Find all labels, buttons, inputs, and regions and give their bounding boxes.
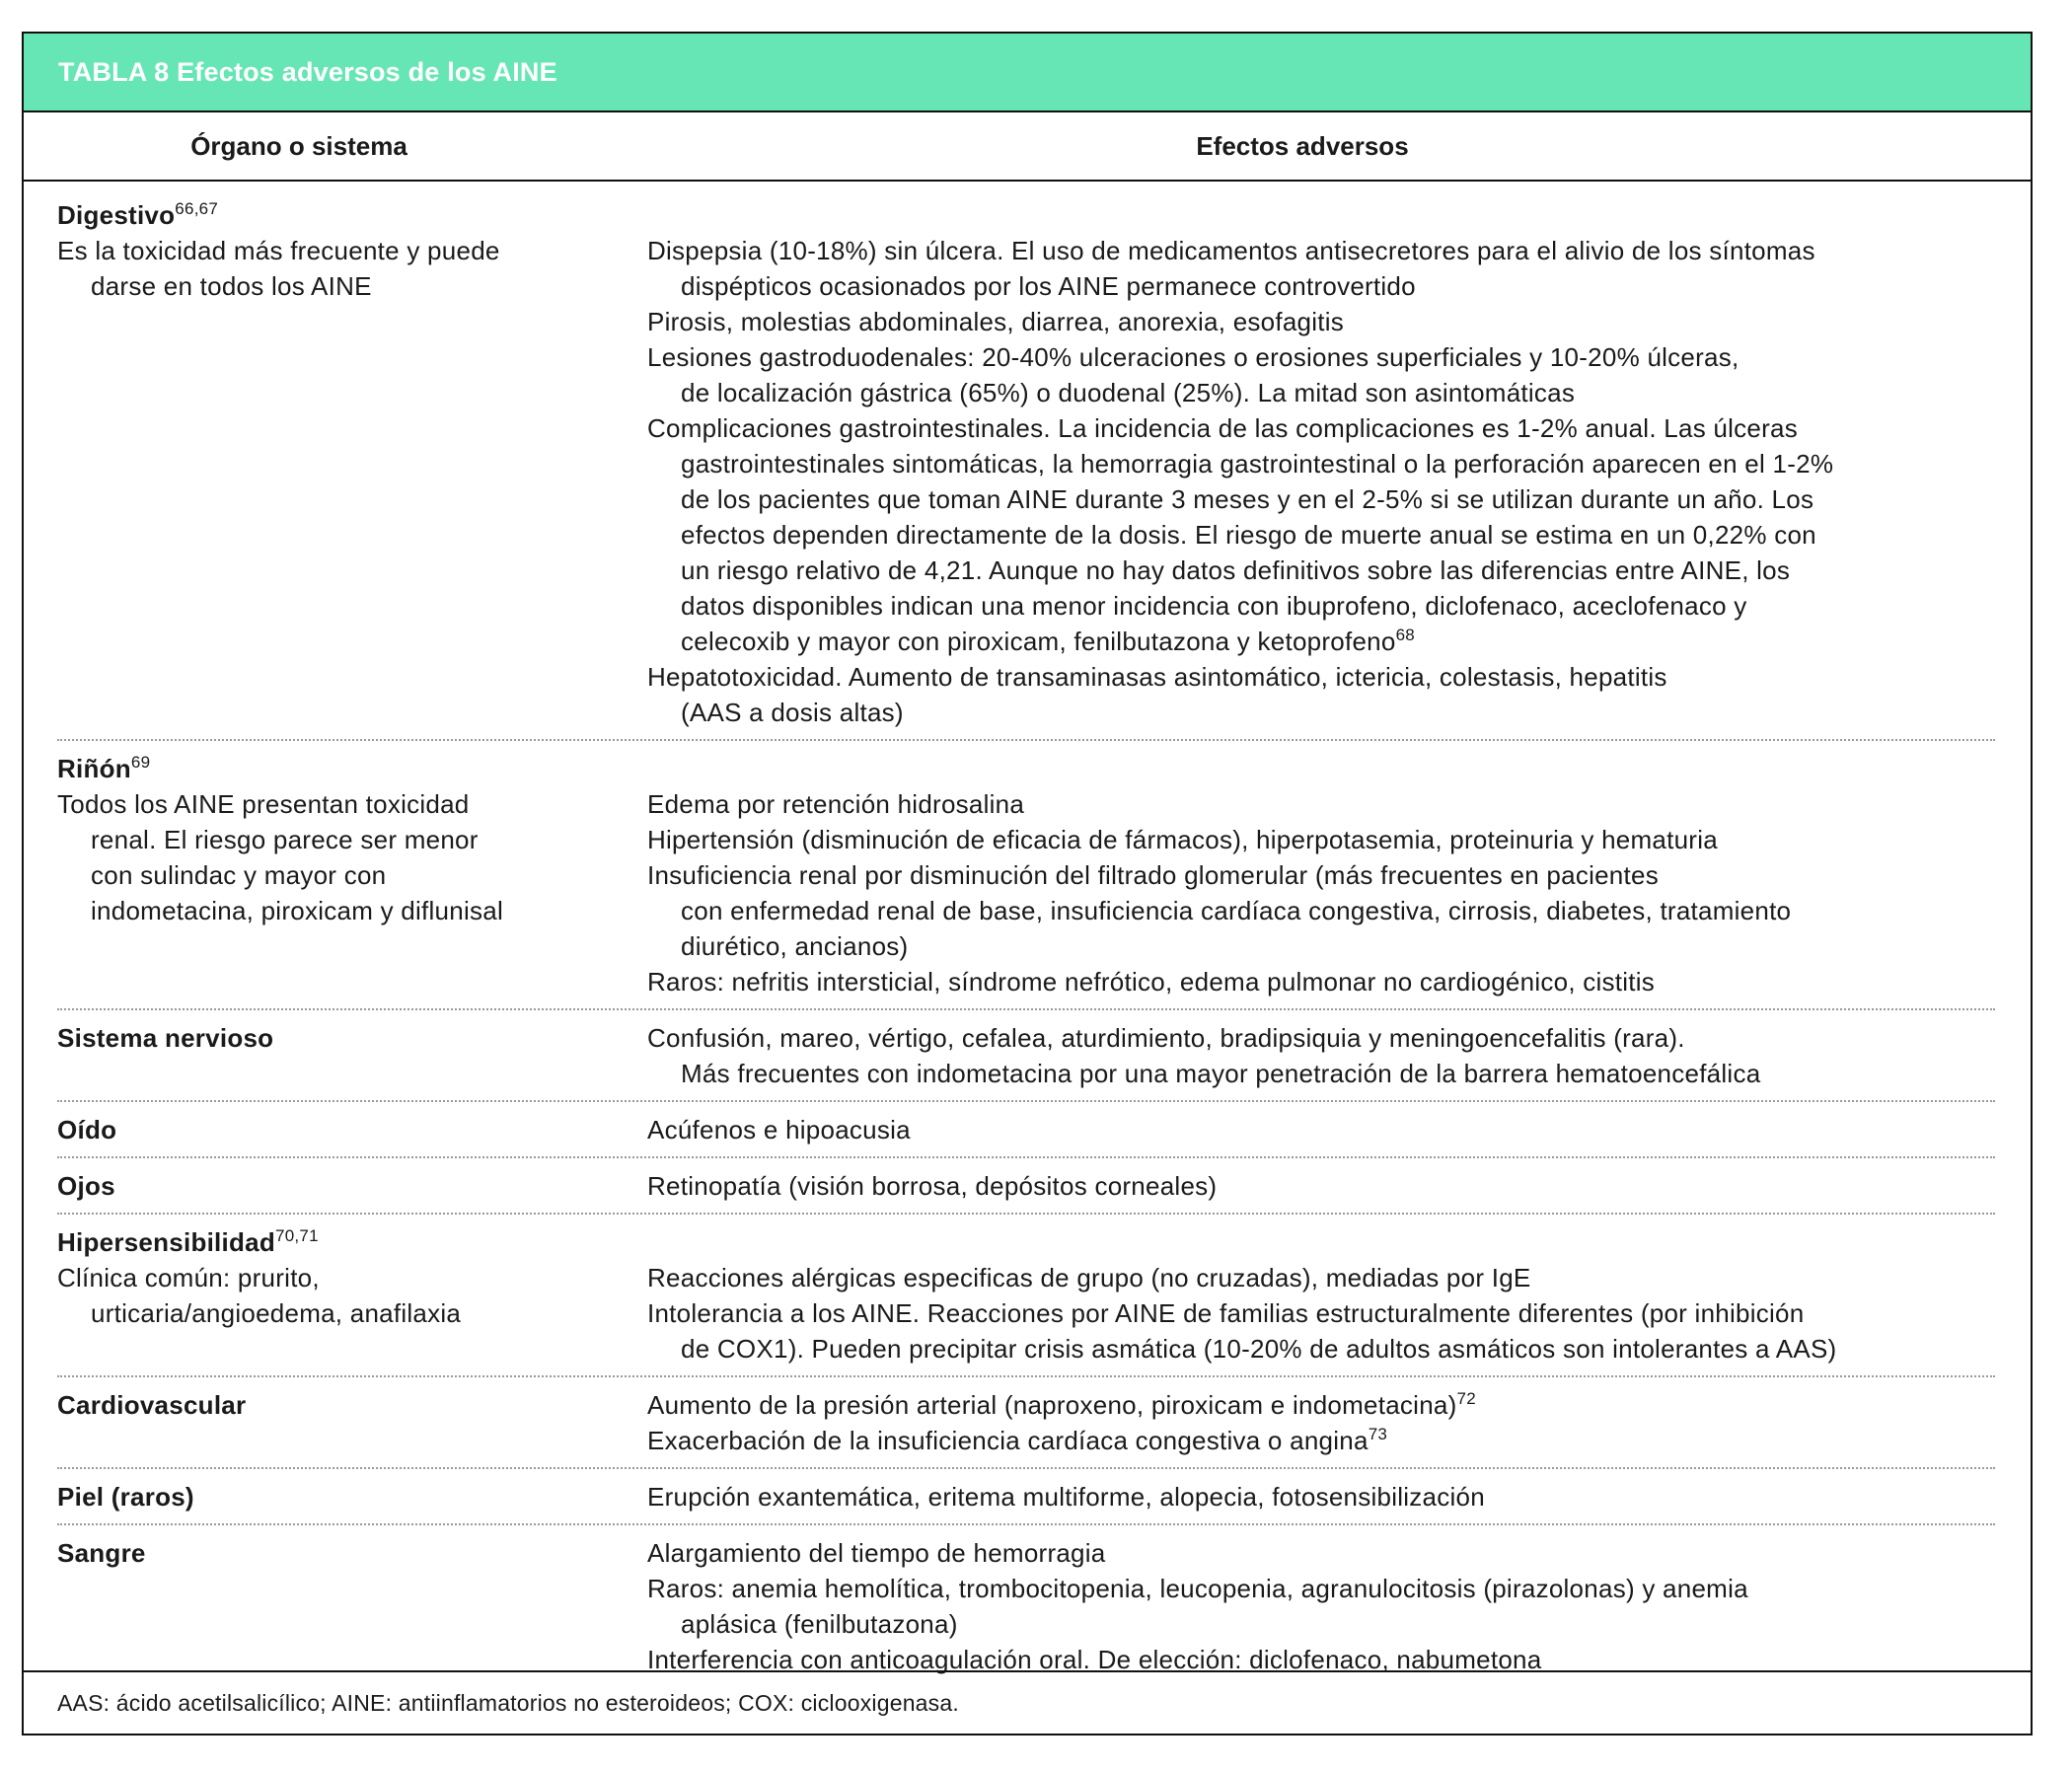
organ-name: Riñón <box>57 754 131 783</box>
effect-item <box>647 659 1995 730</box>
effect-text: Pirosis, molestias abdominales, diarrea, anorexia, esofagitis <box>647 307 1345 336</box>
effect-text: Confusión, mareo, vértigo, cefalea, aturdimiento, bradipsiquia y meningoencefalitis (rara). <box>647 1023 1685 1053</box>
effect-line <box>647 928 1995 964</box>
organ-label <box>57 1168 647 1204</box>
effect-line <box>647 1295 1995 1331</box>
effect-line <box>647 1479 1995 1514</box>
effect-line <box>647 1168 1995 1204</box>
organ-label <box>57 751 647 786</box>
effect-line <box>647 304 1995 339</box>
effect-text: Lesiones gastroduodenales: 20-40% ulceraciones o erosiones superficiales y 10-20% úlceras, <box>647 342 1739 372</box>
effects-cell <box>647 1168 1995 1204</box>
effect-text: Hipertensión (disminución de eficacia de fármacos), hiperpotasemia, proteinuria y hematuria <box>647 825 1718 854</box>
organ-note-line: Clínica común: prurito, <box>57 1263 320 1292</box>
effect-item <box>647 1535 1995 1571</box>
table-row <box>57 1469 1995 1525</box>
effect-text: Reacciones alérgicas especificas de grupo (no cruzadas), mediadas por IgE <box>647 1263 1531 1292</box>
effect-line <box>647 1387 1995 1423</box>
effect-text: aplásica (fenilbutazona) <box>681 1609 958 1639</box>
effect-item <box>647 1479 1995 1514</box>
organ-label <box>57 1112 647 1147</box>
organ-note-line: Todos los AINE presentan toxicidad <box>57 789 470 819</box>
organ-name: Piel (raros) <box>57 1482 194 1512</box>
table-footnote: AAS: ácido acetilsalicílico; AINE: antiinflamatorios no esteroideos; COX: ciclooxigenasa. <box>24 1670 2031 1734</box>
effect-line <box>647 481 1995 517</box>
reference-superscript: 66,67 <box>175 199 219 218</box>
table-title-bar <box>24 34 2031 112</box>
table-row <box>57 1215 1995 1377</box>
effect-line <box>647 1112 1995 1147</box>
effect-line <box>647 588 1995 624</box>
effect-text: Alargamiento del tiempo de hemorragia <box>647 1538 1106 1568</box>
organ-cell <box>57 1112 647 1147</box>
effects-cell <box>647 1535 1995 1677</box>
effect-text: efectos dependen directamente de la dosis. El riesgo de muerte anual se estima en un 0,22% con <box>681 520 1816 550</box>
column-header-effects: Efectos adversos <box>1196 130 1409 161</box>
effect-text: Retinopatía (visión borrosa, depósitos corneales) <box>647 1171 1218 1201</box>
effects-spacer <box>647 751 1995 786</box>
effect-line <box>647 233 1995 268</box>
organ-note-line: urticaria/angioedema, anafilaxia <box>91 1298 462 1328</box>
effect-line <box>647 375 1995 410</box>
reference-superscript: 73 <box>1368 1425 1388 1443</box>
effects-cell <box>647 197 1995 730</box>
effect-line <box>647 1423 1995 1458</box>
effect-item <box>647 1112 1995 1147</box>
effect-text: Intolerancia a los AINE. Reacciones por AINE de familias estructuralmente diferentes (por inhibición <box>647 1298 1805 1328</box>
effect-item <box>647 1423 1995 1458</box>
table-title: TABLA 8 Efectos adversos de los AINE <box>58 56 557 87</box>
organ-cell <box>57 1387 647 1458</box>
effect-text: Interferencia con anticoagulación oral. De elección: diclofenaco, nabumetona <box>647 1645 1542 1674</box>
effects-cell <box>647 1224 1995 1366</box>
organ-cell <box>57 1535 647 1677</box>
effect-text: Hepatotoxicidad. Aumento de transaminasas asintomático, ictericia, colestasis, hepatitis <box>647 662 1667 692</box>
organ-note-line: renal. El riesgo parece ser menor <box>91 825 479 854</box>
organ-name: Sangre <box>57 1538 146 1568</box>
effects-spacer <box>647 1224 1995 1260</box>
effect-text: celecoxib y mayor con piroxicam, fenilbutazona y ketoprofeno <box>681 627 1396 656</box>
effect-text: Acúfenos e hipoacusia <box>647 1115 911 1144</box>
effect-text: Erupción exantemática, eritema multiforme, alopecia, fotosensibilización <box>647 1482 1485 1512</box>
effects-cell <box>647 1020 1995 1091</box>
effect-item <box>647 339 1995 410</box>
organ-name: Cardiovascular <box>57 1390 247 1420</box>
effect-item <box>647 1295 1995 1366</box>
table-row <box>57 1525 1995 1685</box>
organ-note-line: darse en todos los AINE <box>91 271 372 301</box>
effect-text: dispépticos ocasionados por los AINE permanece controvertido <box>681 271 1416 301</box>
table-row <box>57 1158 1995 1215</box>
table-row <box>57 1010 1995 1102</box>
effect-item <box>647 786 1995 822</box>
reference-superscript: 68 <box>1395 626 1416 644</box>
organ-name: Ojos <box>57 1171 115 1201</box>
organ-note-line: con sulindac y mayor con <box>91 860 387 890</box>
effect-line <box>647 410 1995 446</box>
effect-line <box>647 446 1995 481</box>
effect-text: (AAS a dosis altas) <box>681 698 904 727</box>
effect-item <box>647 857 1995 964</box>
organ-note-line: indometacina, piroxicam y diflunisal <box>91 896 503 925</box>
table-row <box>57 182 1995 741</box>
organ-cell <box>57 1020 647 1091</box>
table-row <box>57 1377 1995 1469</box>
column-header-row <box>24 112 2031 182</box>
effect-line <box>647 268 1995 304</box>
effect-text: Complicaciones gastrointestinales. La incidencia de las complicaciones es 1-2% anual. Las úlceras <box>647 413 1798 443</box>
effect-line <box>647 695 1995 730</box>
effects-cell <box>647 1387 1995 1458</box>
reference-superscript: 70,71 <box>274 1226 319 1245</box>
organ-label <box>57 1535 647 1571</box>
effect-text: Dispepsia (10-18%) sin úlcera. El uso de medicamentos antisecretores para el alivio de los síntomas <box>647 236 1815 265</box>
organ-label <box>57 197 647 233</box>
effect-text: de localización gástrica (65%) o duodenal (25%). La mitad son asintomáticas <box>681 378 1576 407</box>
effect-item <box>647 233 1995 304</box>
effect-line <box>647 1260 1995 1295</box>
effect-text: Más frecuentes con indometacina por una mayor penetración de la barrera hematoencefálica <box>681 1059 1761 1088</box>
organ-cell <box>57 1224 647 1366</box>
effect-text: un riesgo relativo de 4,21. Aunque no hay datos definitivos sobre las diferencias entre AINE, los <box>681 555 1791 585</box>
effect-text: Aumento de la presión arterial (naproxeno, piroxicam e indometacina) <box>647 1390 1457 1420</box>
organ-cell <box>57 197 647 730</box>
effect-text: datos disponibles indican una menor incidencia con ibuprofeno, diclofenaco, aceclofenaco y <box>681 591 1747 621</box>
column-header-organ: Órgano o sistema <box>190 130 407 161</box>
effect-line <box>647 786 1995 822</box>
effect-item <box>647 410 1995 659</box>
organ-name: Hipersensibilidad <box>57 1227 275 1257</box>
organ-name: Digestivo <box>57 200 176 230</box>
effect-line <box>647 893 1995 928</box>
effect-line <box>647 964 1995 999</box>
reference-superscript: 72 <box>1456 1389 1476 1408</box>
effect-text: Raros: nefritis intersticial, síndrome nefrótico, edema pulmonar no cardiogénico, cistitis <box>647 967 1656 997</box>
effect-item <box>647 1387 1995 1423</box>
effect-text: Raros: anemia hemolítica, trombocitopenia, leucopenia, agranulocitosis (pirazolonas) y anemia <box>647 1574 1748 1603</box>
effect-line <box>647 857 1995 893</box>
effect-line <box>647 659 1995 695</box>
effects-cell <box>647 751 1995 999</box>
organ-label <box>57 1387 647 1423</box>
organ-note-line: Es la toxicidad más frecuente y puede <box>57 236 500 265</box>
effect-item <box>647 1168 1995 1204</box>
effect-line <box>647 517 1995 553</box>
effect-text: con enfermedad renal de base, insuficiencia cardíaca congestiva, cirrosis, diabetes, tratamiento <box>681 896 1792 925</box>
table-row <box>57 741 1995 1010</box>
effects-cell <box>647 1112 1995 1147</box>
effect-line <box>647 339 1995 375</box>
effect-item <box>647 964 1995 999</box>
effect-text: de COX1). Pueden precipitar crisis asmática (10-20% de adultos asmáticos son intolerantes a AAS) <box>681 1334 1837 1364</box>
effect-item <box>647 1571 1995 1642</box>
table-row <box>57 1102 1995 1158</box>
reference-superscript: 69 <box>130 753 151 772</box>
effect-item <box>647 304 1995 339</box>
effect-text: gastrointestinales sintomáticas, la hemorragia gastrointestinal o la perforación aparecen en el 1-2% <box>681 449 1834 479</box>
effects-spacer <box>647 197 1995 233</box>
organ-cell <box>57 751 647 999</box>
effect-item <box>647 1020 1995 1091</box>
effect-line <box>647 1535 1995 1571</box>
effect-line <box>647 1056 1995 1091</box>
effect-line <box>647 624 1995 659</box>
effect-line <box>647 1571 1995 1606</box>
table-body <box>24 182 2031 1685</box>
organ-label <box>57 1020 647 1056</box>
effect-line <box>647 553 1995 588</box>
organ-name: Oído <box>57 1115 117 1144</box>
effect-text: Exacerbación de la insuficiencia cardíaca congestiva o angina <box>647 1426 1369 1455</box>
effect-line <box>647 1020 1995 1056</box>
effect-line <box>647 1331 1995 1366</box>
effect-item <box>647 822 1995 857</box>
organ-cell <box>57 1479 647 1514</box>
effect-line <box>647 1606 1995 1642</box>
organ-label <box>57 1224 647 1260</box>
effects-cell <box>647 1479 1995 1514</box>
effect-text: de los pacientes que toman AINE durante 3 meses y en el 2-5% si se utilizan durante un año. Los <box>681 484 1814 514</box>
effect-text: Edema por retención hidrosalina <box>647 789 1025 819</box>
organ-name: Sistema nervioso <box>57 1023 274 1053</box>
adverse-effects-table <box>22 32 2033 1735</box>
effect-text: diurético, ancianos) <box>681 931 909 961</box>
effect-line <box>647 822 1995 857</box>
effect-item <box>647 1260 1995 1295</box>
effect-text: Insuficiencia renal por disminución del filtrado glomerular (más frecuentes en pacientes <box>647 860 1659 890</box>
organ-label <box>57 1479 647 1514</box>
organ-cell <box>57 1168 647 1204</box>
